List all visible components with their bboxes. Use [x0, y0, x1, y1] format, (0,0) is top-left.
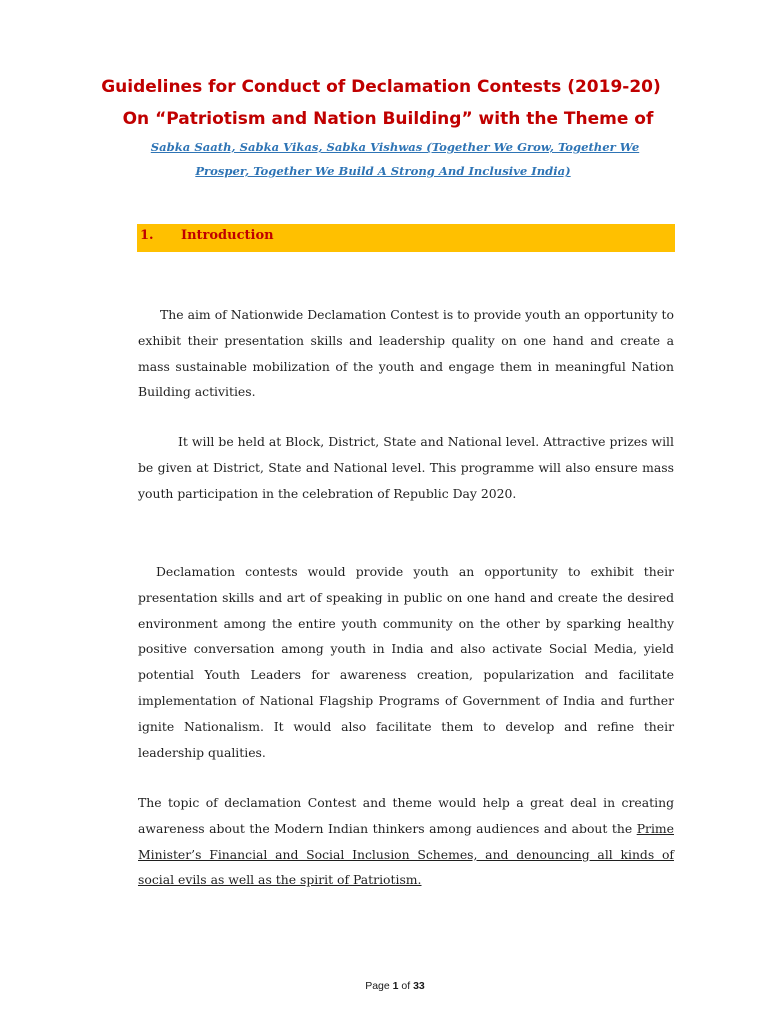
- paragraph-aim-text: The aim of Nationwide Declamation Contest is to provide youth an opportunity to exhibit their presentation skills and leadership quality on one hand and create a mass sustainable mobilization of the youth and engage them in meaningful Nation Building activities.: [138, 307, 674, 400]
- section-title: Introduction: [181, 228, 274, 243]
- section-heading-bar: [137, 224, 675, 252]
- paragraph-opportunity: [138, 559, 674, 765]
- page-total: 33: [413, 980, 425, 992]
- page-of-label: of: [398, 980, 414, 992]
- page-footer: [0, 980, 770, 992]
- document-title-line-1: Guidelines for Conduct of Declamation Contests (2019-20): [101, 77, 661, 97]
- paragraph-levels: [138, 429, 674, 506]
- paragraph-topic: [138, 790, 674, 893]
- paragraph-levels-text: It will be held at Block, District, State and National level. Attractive prizes will be given at District, State and National level. This programme will also ensure mass youth participation in the celebration of Republic Day 2020.: [138, 434, 674, 501]
- paragraph-aim: [138, 302, 674, 405]
- theme-line-1: Sabka Saath, Sabka Vikas, Sabka Vishwas (Together We Grow, Together We: [150, 140, 640, 154]
- document-title-line-2: On “Patriotism and Nation Building” with the Theme of: [122, 109, 654, 129]
- page-label: Page: [365, 980, 393, 992]
- paragraph-opportunity-text: Declamation contests would provide youth an opportunity to exhibit their presentation skills and art of speaking in public on one hand and create the desired environment among the entire youth community on the other by sparking healthy positive conversation among youth in India and also activate Social Media, yield potential Youth Leaders for awareness creation, popularization and facilitate implementation of National Flagship Programs of Government of India and further ignite Nationalism. It would also facilitate them to develop and refine their leadership qualities.: [138, 564, 674, 760]
- theme-line-2: Prosper, Together We Build A Strong And Inclusive India): [195, 164, 571, 178]
- section-number: 1.: [140, 228, 154, 243]
- paragraph-topic-underlined-text: Prime Minister’s Financial and Social Inclusion Schemes, and denouncing all kinds of social evils as well as the spirit of Patriotism.: [138, 820, 674, 888]
- paragraph-topic-text: The topic of declamation Contest and theme would help a great deal in creating awareness about the Modern Indian thinkers among audiences and about the: [138, 795, 674, 836]
- page-current: 1: [392, 980, 399, 992]
